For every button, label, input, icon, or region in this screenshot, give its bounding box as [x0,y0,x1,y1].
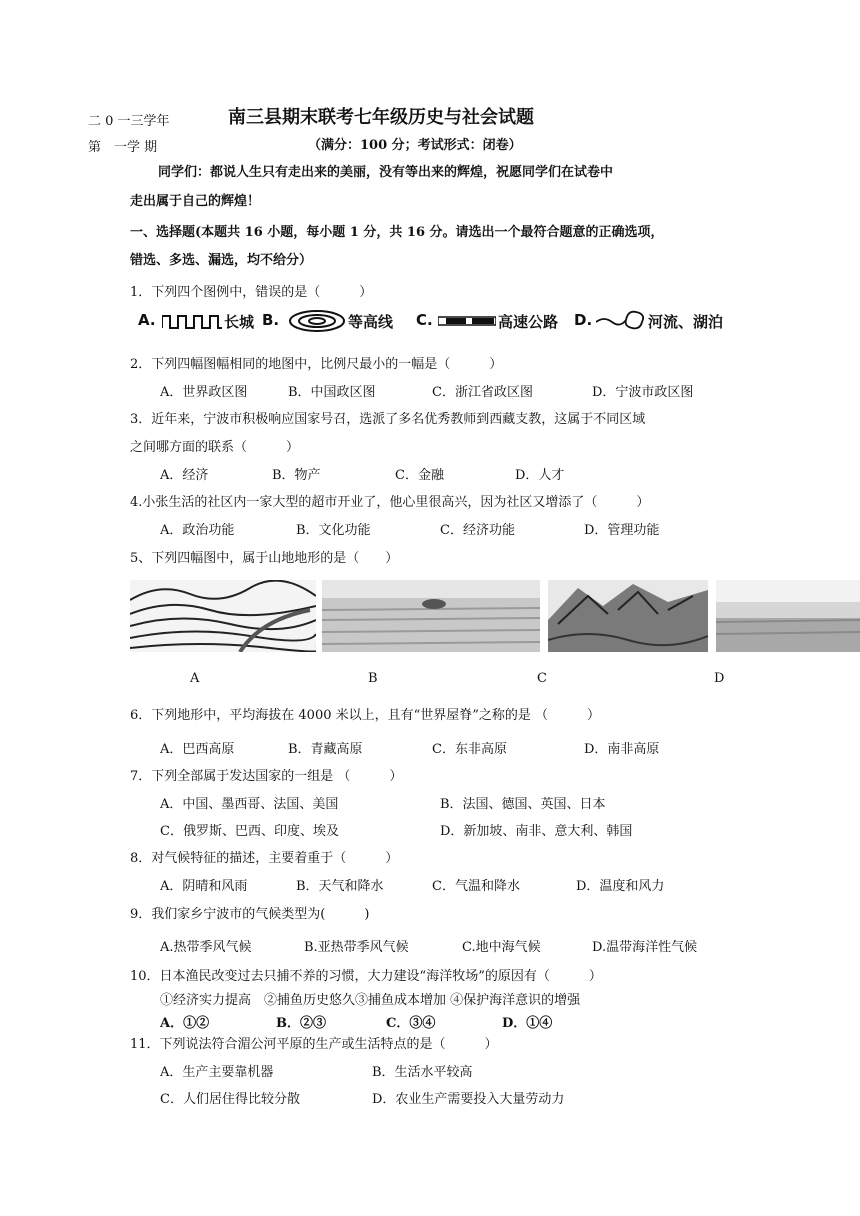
q10-items: ①经济实力提高 ②捕鱼历史悠久③捕鱼成本增加 ④保护海洋意识的增强 [160,993,581,1008]
page-subtitle: （满分：100 分；考试形式：闭卷） [308,138,522,153]
q5-label-c: C [537,671,547,686]
landform-picture-c [548,580,708,652]
section1-line-1: 一、选择题(本题共 16 小题，每小题 1 分，共 16 分。请选出一个最符合题意的正确选项， [130,225,664,240]
q11-option-c: C．人们居住得比较分散 [160,1092,300,1107]
q6-option-a: A．巴西高原 [160,742,235,757]
q1-d-text: 河流、湖泊 [648,313,724,331]
q2-option-a: A．世界政区图 [160,385,248,400]
q7-option-c: C．俄罗斯、巴西、印度、埃及 [160,824,339,839]
q8-option-d: D．温度和风力 [576,879,665,894]
q2-option-c: C．浙江省政区图 [432,385,533,400]
q11-option-b: B．生活水平较高 [372,1065,473,1080]
q10-option-a: A．①② [160,1016,210,1031]
intro-line-2: 走出属于自己的辉煌！ [130,194,261,209]
q10-option-b: B．②③ [276,1016,326,1031]
q1-c-text: 高速公路 [498,313,559,331]
q2-option-b: B．中国政区图 [288,385,376,400]
q4-option-b: B．文化功能 [296,523,371,538]
q3-option-c: C．金融 [395,468,444,483]
q4-option-a: A．政治功能 [160,523,235,538]
q9-option-b: B.亚热带季风气候 [304,940,409,955]
q11-option-d: D．农业生产需要投入大量劳动力 [372,1092,565,1107]
q9-option-a: A.热带季风气候 [160,940,252,955]
q8-option-c: C．气温和降水 [432,879,520,894]
q8-stem: 8．对气候特征的描述，主要着重于（ ） [130,851,399,866]
q8-option-b: B．天气和降水 [296,879,384,894]
q3-stem-line-1: 3．近年来，宁波市积极响应国家号召，选派了多名优秀教师到西藏支教，这属于不同区域 [130,412,646,427]
q4-option-d: D．管理功能 [584,523,660,538]
q5-stem: 5、下列四幅图中，属于山地地形的是（ ） [130,551,399,566]
contour-line-symbol-icon [288,309,346,333]
q7-option-d: D．新加坡、南非、意大利、韩国 [440,824,633,839]
semester: 第 一学 期 [88,140,158,155]
landform-picture-d [716,580,860,652]
q1-legend-row [138,308,738,334]
q6-option-b: B．青藏高原 [288,742,363,757]
intro-line-1: 同学们：都说人生只有走出来的美丽，没有等出来的辉煌，祝愿同学们在试卷中 [158,165,614,180]
q9-option-d: D.温带海洋性气候 [592,940,698,955]
q10-option-c: C．③④ [386,1016,436,1031]
river-lake-symbol-icon [596,308,648,332]
q10-option-d: D．①④ [502,1016,553,1031]
q7-option-a: A．中国、墨西哥、法国、美国 [160,797,339,812]
q1-b-letter: B. [262,311,280,329]
q1-a-text: 长城 [224,313,255,331]
q7-option-b: B．法国、德国、英国、日本 [440,797,606,812]
q2-stem: 2．下列四幅图幅相同的地图中，比例尺最小的一幅是（ ） [130,357,503,372]
q4-stem: 4.小张生活的社区内一家大型的超市开业了，他心里很高兴，因为社区又增添了（ ） [130,495,650,510]
q10-stem: 10．日本渔民改变过去只捕不养的习惯，大力建设“海洋牧场”的原因有（ ） [130,969,602,984]
q2-option-d: D．宁波市政区图 [592,385,694,400]
section1-line-2: 错选、多选、漏选，均不给分） [130,253,313,268]
q6-option-d: D．南非高原 [584,742,660,757]
q1-d-letter: D. [574,311,593,329]
landform-picture-b [322,580,540,652]
q1-stem: 1．下列四个图例中，错误的是（ ） [130,285,373,300]
q3-option-b: B．物产 [272,468,321,483]
q1-c-letter: C. [416,311,433,329]
highway-symbol-icon [438,315,496,327]
q1-a-letter: A. [138,311,156,329]
page-title: 南三县期末联考七年级历史与社会试题 [228,107,534,128]
q11-option-a: A．生产主要靠机器 [160,1065,274,1080]
school-year: 二 0 一三学年 [88,114,170,129]
q7-stem: 7．下列全部属于发达国家的一组是 （ ） [130,769,403,784]
q5-label-a: A [190,671,200,686]
q3-option-d: D．人才 [515,468,565,483]
q11-stem: 11．下列说法符合湄公河平原的生产或生活特点的是（ ） [130,1037,498,1052]
q6-option-c: C．东非高原 [432,742,507,757]
q9-stem: 9．我们家乡宁波市的气候类型为( ) [130,907,370,922]
q3-option-a: A．经济 [160,468,209,483]
landform-picture-a [130,580,316,652]
q6-stem: 6．下列地形中，平均海拔在 4000 米以上，且有“世界屋脊”之称的是 （ ） [130,708,601,723]
q1-b-text: 等高线 [348,313,394,331]
q9-option-c: C.地中海气候 [462,940,541,955]
q5-label-d: D [714,671,725,686]
great-wall-symbol-icon [162,314,222,330]
q4-option-c: C．经济功能 [440,523,515,538]
q8-option-a: A．阴晴和风雨 [160,879,248,894]
q5-label-b: B [368,671,378,686]
q3-stem-line-2: 之间哪方面的联系（ ） [130,440,300,455]
